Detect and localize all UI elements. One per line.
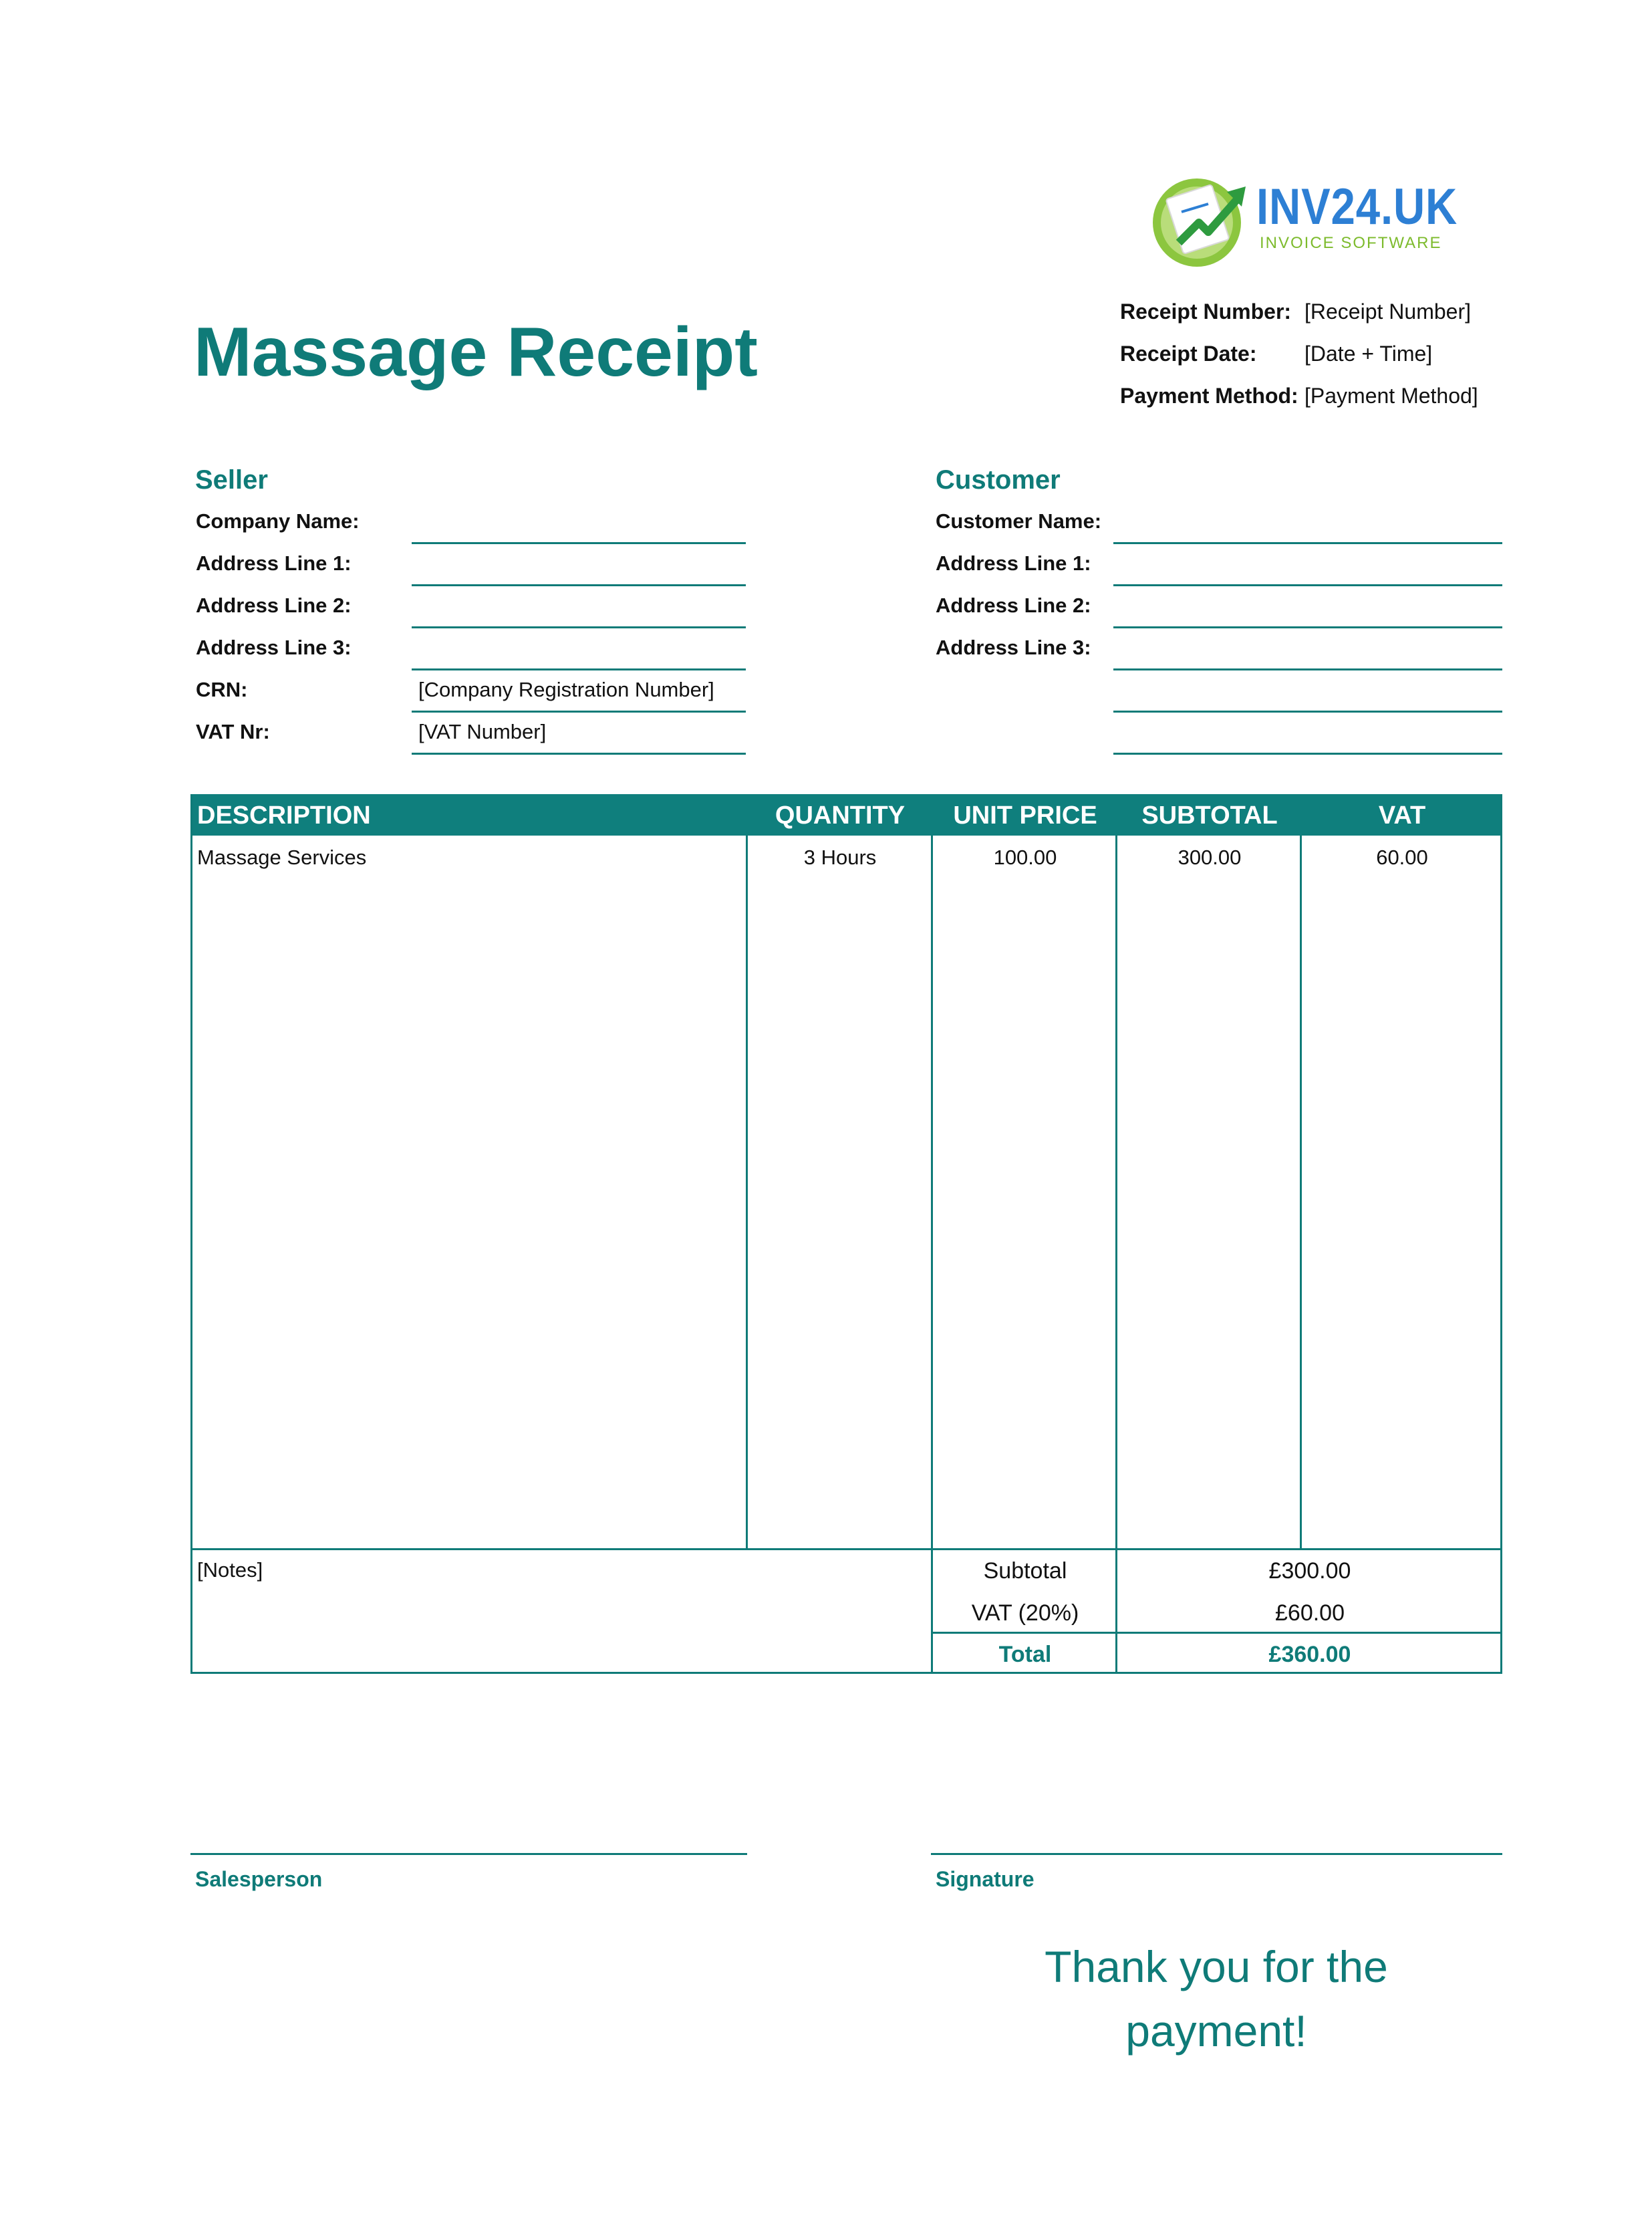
col-header-vat: VAT [1378, 801, 1426, 830]
seller-address1-label: Address Line 1: [196, 551, 352, 575]
signature-line [931, 1853, 1502, 1855]
seller-crn-underline [412, 711, 746, 713]
table-border-right [1500, 794, 1502, 1674]
customer-address3-label: Address Line 3: [936, 636, 1091, 659]
seller-crn-label: CRN: [196, 678, 248, 701]
customer-name-label: Customer Name: [936, 509, 1102, 533]
seller-vat-label: VAT Nr: [196, 720, 270, 743]
thank-you-message [929, 1935, 1504, 2063]
col-header-unit-price: UNIT PRICE [953, 801, 1097, 830]
seller-vat-underline [412, 753, 746, 755]
customer-address2-label: Address Line 2: [936, 594, 1091, 617]
grand-total-value: £360.00 [1268, 1642, 1351, 1667]
vat-total-label: VAT (20%) [971, 1600, 1079, 1626]
signature-label: Signature [936, 1867, 1035, 1891]
customer-address1-label: Address Line 1: [936, 551, 1091, 575]
salesperson-label: Salesperson [195, 1867, 323, 1891]
seller-vat-value[interactable]: [VAT Number] [418, 720, 547, 743]
item-vat: 60.00 [1376, 846, 1428, 869]
customer-address3-underline [1113, 668, 1502, 670]
customer-heading: Customer [936, 465, 1061, 495]
customer-name-underline [1113, 542, 1502, 544]
seller-address1-underline [412, 584, 746, 586]
salesperson-line [190, 1853, 747, 1855]
customer-address2-underline [1113, 626, 1502, 628]
logo-tagline: INVOICE SOFTWARE [1260, 234, 1442, 252]
seller-crn-value[interactable]: [Company Registration Number] [418, 678, 714, 701]
seller-company-name-underline [412, 542, 746, 544]
item-quantity: 3 Hours [803, 846, 877, 869]
seller-company-name-label: Company Name: [196, 509, 360, 533]
seller-address3-label: Address Line 3: [196, 636, 352, 659]
receipt-date-label: Receipt Date: [1120, 342, 1257, 366]
receipt-number-value: [Receipt Number] [1304, 299, 1471, 324]
table-border-left [190, 794, 192, 1674]
item-subtotal: 300.00 [1178, 846, 1242, 869]
table-border-bottom [190, 1672, 1502, 1674]
totals-divider [931, 1632, 1502, 1634]
thank-you-line-1: Thank you for the [1045, 1942, 1388, 1991]
notes[interactable]: [Notes] [197, 1558, 263, 1582]
grand-total-label: Total [998, 1642, 1052, 1667]
customer-address1-underline [1113, 584, 1502, 586]
item-description: Massage Services [197, 846, 367, 869]
seller-address3-underline [412, 668, 746, 670]
vat-total-value: £60.00 [1275, 1600, 1345, 1626]
customer-extra-underline-1 [1113, 711, 1502, 713]
col-header-description: DESCRIPTION [197, 801, 371, 830]
subtotal-value: £300.00 [1268, 1558, 1351, 1584]
col-header-subtotal: SUBTOTAL [1141, 801, 1278, 830]
receipt-date-value: [Date + Time] [1304, 342, 1433, 366]
seller-heading: Seller [195, 465, 268, 495]
table-divider-1 [746, 836, 748, 1548]
page-title: Massage Receipt [194, 314, 758, 391]
receipt-number-label: Receipt Number: [1120, 299, 1292, 324]
table-items-bottom [190, 1548, 1502, 1550]
logo-name: INV24.UK [1256, 178, 1458, 235]
table-divider-4 [1300, 836, 1302, 1548]
payment-method-label: Payment Method: [1120, 384, 1298, 408]
logo-icon [1147, 170, 1254, 271]
payment-method-value: [Payment Method] [1304, 384, 1478, 408]
seller-address2-underline [412, 626, 746, 628]
item-unit-price: 100.00 [993, 846, 1057, 869]
customer-extra-underline-2 [1113, 753, 1502, 755]
subtotal-label: Subtotal [983, 1558, 1067, 1584]
seller-address2-label: Address Line 2: [196, 594, 352, 617]
thank-you-line-2: payment! [1125, 2005, 1307, 2056]
col-header-quantity: QUANTITY [775, 801, 906, 830]
